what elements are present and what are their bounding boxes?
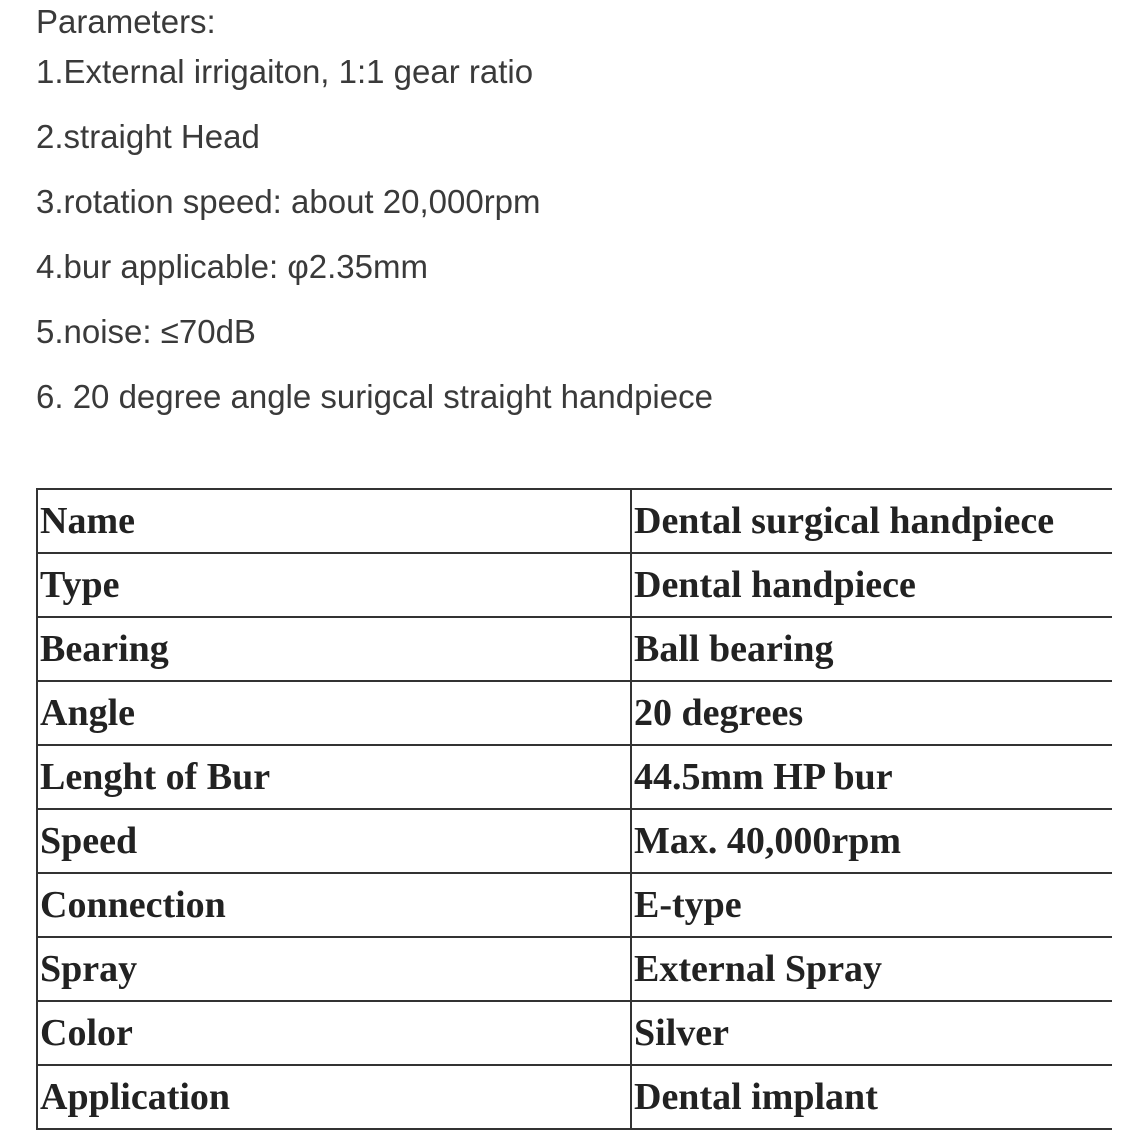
table-row [37,809,1112,873]
parameter-item: 3.rotation speed: about 20,000rpm [36,183,541,220]
table-row [37,1001,1112,1065]
parameter-item: 4.bur applicable: φ2.35mm [36,248,428,285]
spec-value: Silver [631,1001,1112,1065]
spec-value: 20 degrees [631,681,1112,745]
spec-label: Type [37,553,631,617]
parameter-item: 1.External irrigaiton, 1:1 gear ratio [36,53,534,90]
table-row [37,489,1112,553]
spec-label: Connection [37,873,631,937]
table-row [37,681,1112,745]
spec-value: Dental handpiece [631,553,1112,617]
parameter-item: 5.noise: ≤70dB [36,313,256,350]
spec-label: Bearing [37,617,631,681]
parameters-title: Parameters: [36,3,216,40]
spec-label: Color [37,1001,631,1065]
table-row [37,873,1112,937]
parameters-section [36,0,1096,440]
parameter-item: 6. 20 degree angle surigcal straight handpiece [36,378,713,415]
table-row [37,553,1112,617]
table-row [37,1065,1112,1129]
spec-value: Ball bearing [631,617,1112,681]
spec-value: E-type [631,873,1112,937]
spec-label: Lenght of Bur [37,745,631,809]
table-row [37,745,1112,809]
table-row [37,617,1112,681]
spec-label: Speed [37,809,631,873]
parameter-item: 2.straight Head [36,118,260,155]
spec-value: 44.5mm HP bur [631,745,1112,809]
spec-label: Spray [37,937,631,1001]
spec-label: Name [37,489,631,553]
specifications-table [36,488,1112,1130]
table-row [37,937,1112,1001]
spec-label: Application [37,1065,631,1129]
spec-value: Dental surgical handpiece [631,489,1112,553]
spec-label: Angle [37,681,631,745]
spec-value: External Spray [631,937,1112,1001]
spec-value: Dental implant [631,1065,1112,1129]
spec-value: Max. 40,000rpm [631,809,1112,873]
